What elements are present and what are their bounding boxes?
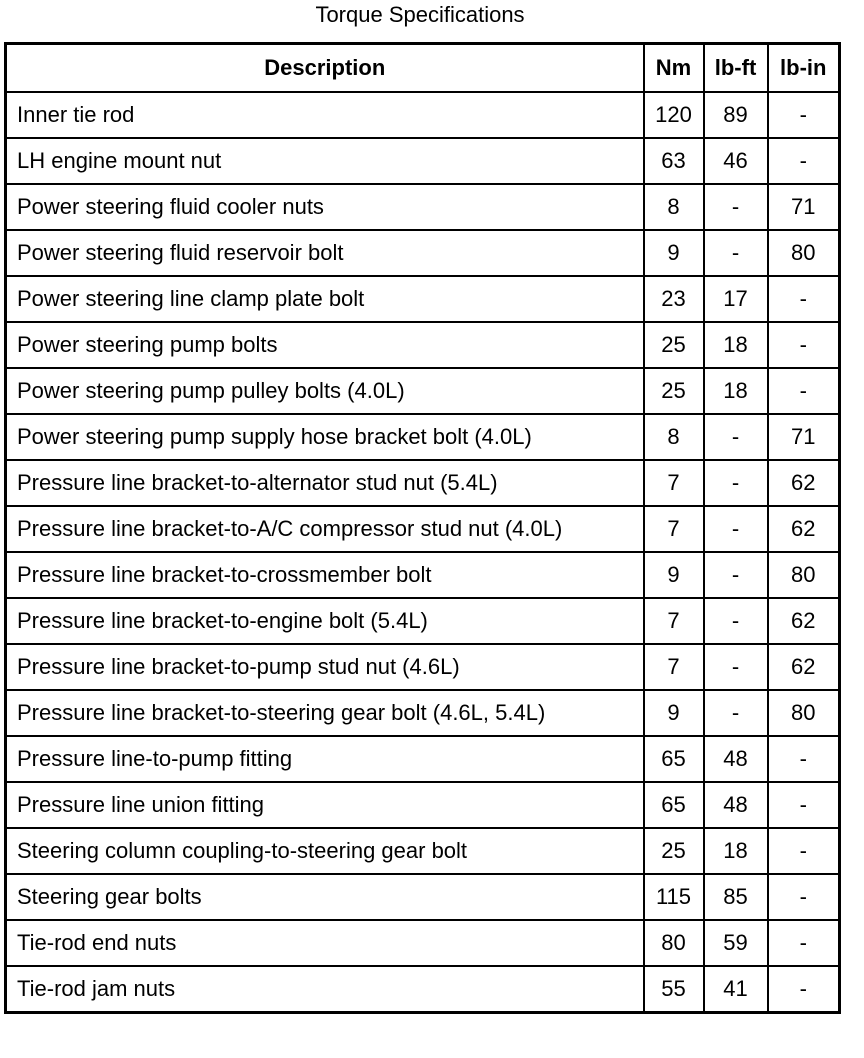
table-row [6, 138, 840, 184]
cell-description: Pressure line bracket-to-A/C compressor stud nut (4.0L) [6, 506, 644, 552]
cell-lb-ft: - [704, 552, 768, 598]
cell-description: Pressure line bracket-to-alternator stud nut (5.4L) [6, 460, 644, 506]
cell-description: Power steering pump pulley bolts (4.0L) [6, 368, 644, 414]
cell-description: Power steering fluid cooler nuts [6, 184, 644, 230]
cell-lb-in: - [768, 874, 840, 920]
cell-lb-in: - [768, 782, 840, 828]
cell-lb-in: 62 [768, 598, 840, 644]
cell-lb-ft: - [704, 690, 768, 736]
cell-nm: 25 [644, 322, 704, 368]
table-row [6, 782, 840, 828]
cell-lb-ft: 41 [704, 966, 768, 1013]
header-nm: Nm [644, 44, 704, 93]
cell-description: Steering column coupling-to-steering gear bolt [6, 828, 644, 874]
cell-lb-ft: 17 [704, 276, 768, 322]
cell-nm: 25 [644, 368, 704, 414]
cell-description: LH engine mount nut [6, 138, 644, 184]
table-row [6, 828, 840, 874]
cell-nm: 9 [644, 552, 704, 598]
cell-lb-ft: 18 [704, 828, 768, 874]
cell-lb-in: - [768, 92, 840, 138]
table-row [6, 506, 840, 552]
cell-lb-ft: - [704, 598, 768, 644]
cell-description: Tie-rod jam nuts [6, 966, 644, 1013]
cell-lb-ft: - [704, 184, 768, 230]
cell-nm: 65 [644, 782, 704, 828]
cell-nm: 9 [644, 690, 704, 736]
table-row [6, 736, 840, 782]
cell-lb-ft: - [704, 460, 768, 506]
cell-lb-in: - [768, 138, 840, 184]
cell-nm: 8 [644, 414, 704, 460]
cell-nm: 9 [644, 230, 704, 276]
cell-lb-in: 80 [768, 230, 840, 276]
table-row [6, 552, 840, 598]
cell-nm: 65 [644, 736, 704, 782]
cell-nm: 80 [644, 920, 704, 966]
cell-description: Power steering pump supply hose bracket bolt (4.0L) [6, 414, 644, 460]
table-row [6, 368, 840, 414]
cell-lb-ft: 18 [704, 322, 768, 368]
table-row [6, 230, 840, 276]
table-row [6, 276, 840, 322]
cell-nm: 7 [644, 644, 704, 690]
cell-description: Pressure line bracket-to-crossmember bolt [6, 552, 644, 598]
cell-description: Inner tie rod [6, 92, 644, 138]
cell-lb-in: - [768, 322, 840, 368]
cell-nm: 63 [644, 138, 704, 184]
table-row [6, 690, 840, 736]
table-row [6, 414, 840, 460]
cell-nm: 8 [644, 184, 704, 230]
table-row [6, 92, 840, 138]
cell-lb-ft: - [704, 230, 768, 276]
cell-lb-ft: 48 [704, 782, 768, 828]
cell-lb-in: 71 [768, 414, 840, 460]
cell-lb-in: 80 [768, 552, 840, 598]
cell-lb-in: - [768, 368, 840, 414]
cell-lb-in: - [768, 276, 840, 322]
cell-nm: 7 [644, 460, 704, 506]
table-row [6, 184, 840, 230]
cell-lb-in: 62 [768, 644, 840, 690]
cell-description: Pressure line-to-pump fitting [6, 736, 644, 782]
table-row [6, 322, 840, 368]
table-row [6, 644, 840, 690]
cell-description: Power steering fluid reservoir bolt [6, 230, 644, 276]
table-body [6, 92, 840, 1013]
cell-description: Steering gear bolts [6, 874, 644, 920]
page-title: Torque Specifications [315, 2, 525, 27]
cell-lb-in: 80 [768, 690, 840, 736]
cell-description: Power steering pump bolts [6, 322, 644, 368]
cell-lb-in: - [768, 828, 840, 874]
cell-nm: 55 [644, 966, 704, 1013]
table-row [6, 966, 840, 1013]
cell-lb-ft: - [704, 414, 768, 460]
header-description: Description [6, 44, 644, 93]
table-row [6, 598, 840, 644]
cell-description: Power steering line clamp plate bolt [6, 276, 644, 322]
table-row [6, 920, 840, 966]
cell-nm: 23 [644, 276, 704, 322]
cell-description: Tie-rod end nuts [6, 920, 644, 966]
cell-lb-in: - [768, 736, 840, 782]
table-row [6, 460, 840, 506]
cell-lb-ft: - [704, 506, 768, 552]
torque-spec-table [4, 42, 841, 1014]
table-row [6, 874, 840, 920]
cell-lb-in: 62 [768, 460, 840, 506]
table-header-row [6, 44, 840, 93]
header-lb-in: lb-in [768, 44, 840, 93]
cell-nm: 25 [644, 828, 704, 874]
cell-nm: 7 [644, 506, 704, 552]
cell-description: Pressure line bracket-to-steering gear bolt (4.6L, 5.4L) [6, 690, 644, 736]
cell-lb-ft: 46 [704, 138, 768, 184]
cell-lb-ft: 59 [704, 920, 768, 966]
header-lb-ft: lb-ft [704, 44, 768, 93]
cell-lb-ft: 48 [704, 736, 768, 782]
cell-lb-ft: 85 [704, 874, 768, 920]
cell-lb-in: - [768, 920, 840, 966]
cell-description: Pressure line bracket-to-engine bolt (5.4L) [6, 598, 644, 644]
cell-lb-ft: - [704, 644, 768, 690]
cell-lb-in: 62 [768, 506, 840, 552]
cell-lb-in: 71 [768, 184, 840, 230]
cell-lb-ft: 18 [704, 368, 768, 414]
cell-nm: 7 [644, 598, 704, 644]
cell-lb-in: - [768, 966, 840, 1013]
cell-description: Pressure line bracket-to-pump stud nut (4.6L) [6, 644, 644, 690]
cell-nm: 120 [644, 92, 704, 138]
cell-nm: 115 [644, 874, 704, 920]
cell-description: Pressure line union fitting [6, 782, 644, 828]
cell-lb-ft: 89 [704, 92, 768, 138]
